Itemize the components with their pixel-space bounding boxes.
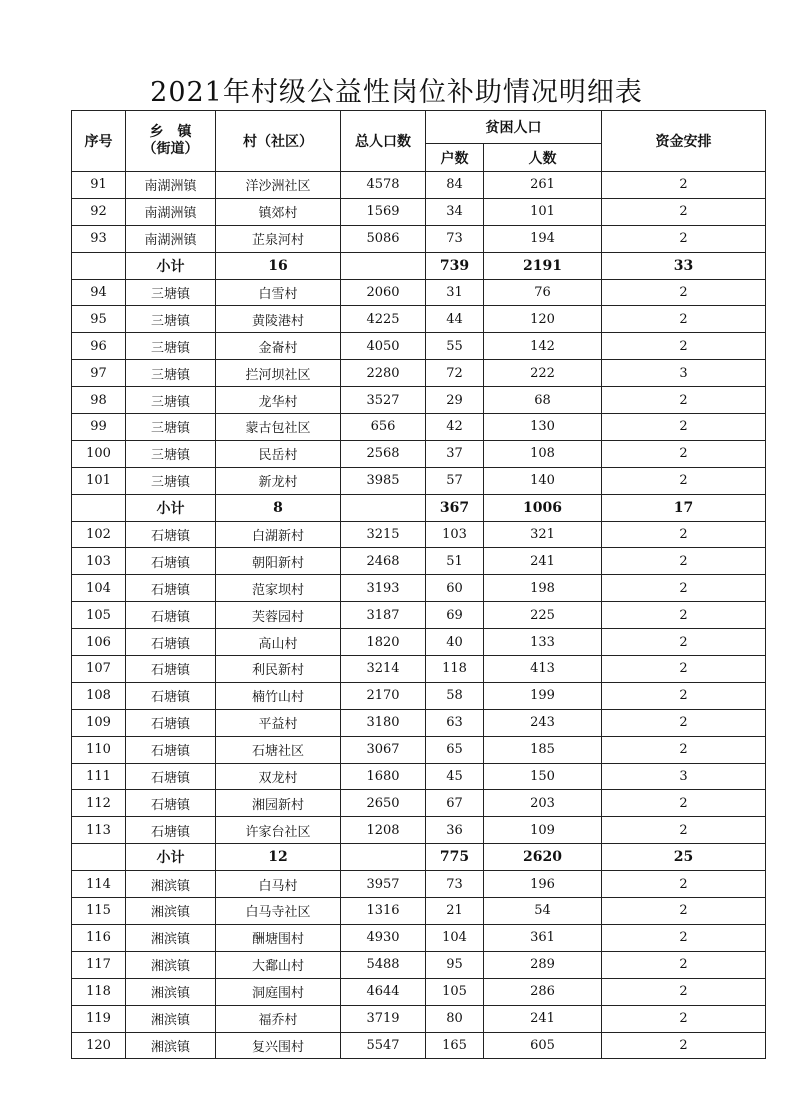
cell-population: 3957 bbox=[341, 871, 426, 898]
subtotal-households: 775 bbox=[426, 844, 484, 871]
cell-town: 湘滨镇 bbox=[126, 871, 216, 898]
cell-population: 3985 bbox=[341, 467, 426, 494]
subtotal-households: 367 bbox=[426, 494, 484, 521]
header-town bbox=[126, 111, 216, 172]
cell-households: 95 bbox=[426, 951, 484, 978]
cell-persons: 185 bbox=[484, 736, 602, 763]
cell-seq: 93 bbox=[72, 225, 126, 252]
cell-seq: 94 bbox=[72, 279, 126, 306]
cell-population: 3214 bbox=[341, 656, 426, 683]
cell-households: 31 bbox=[426, 279, 484, 306]
cell-seq: 119 bbox=[72, 1005, 126, 1032]
cell-persons: 101 bbox=[484, 198, 602, 225]
cell-population: 2060 bbox=[341, 279, 426, 306]
cell-population: 2280 bbox=[341, 360, 426, 387]
cell-funding: 2 bbox=[602, 924, 766, 951]
cell-village: 白雪村 bbox=[216, 279, 341, 306]
cell-funding: 2 bbox=[602, 898, 766, 925]
cell-town: 南湖洲镇 bbox=[126, 198, 216, 225]
subtotal-households: 739 bbox=[426, 252, 484, 279]
cell-village: 金崙村 bbox=[216, 333, 341, 360]
cell-town: 三塘镇 bbox=[126, 333, 216, 360]
header-funding: 资金安排 bbox=[602, 111, 766, 172]
cell-population: 3719 bbox=[341, 1005, 426, 1032]
cell-village: 许家台社区 bbox=[216, 817, 341, 844]
cell-village: 洞庭围村 bbox=[216, 978, 341, 1005]
cell-persons: 133 bbox=[484, 629, 602, 656]
cell-funding: 2 bbox=[602, 414, 766, 441]
cell-population: 1680 bbox=[341, 763, 426, 790]
subtotal-funding: 25 bbox=[602, 844, 766, 871]
subtotal-empty-cell bbox=[72, 494, 126, 521]
cell-persons: 150 bbox=[484, 763, 602, 790]
cell-persons: 68 bbox=[484, 387, 602, 414]
subsidy-table bbox=[71, 110, 766, 1059]
cell-seq: 98 bbox=[72, 387, 126, 414]
cell-village: 拦河坝社区 bbox=[216, 360, 341, 387]
cell-funding: 2 bbox=[602, 871, 766, 898]
cell-seq: 92 bbox=[72, 198, 126, 225]
cell-population: 1208 bbox=[341, 817, 426, 844]
cell-households: 105 bbox=[426, 978, 484, 1005]
cell-town: 石塘镇 bbox=[126, 736, 216, 763]
cell-population: 3067 bbox=[341, 736, 426, 763]
cell-seq: 101 bbox=[72, 467, 126, 494]
cell-households: 51 bbox=[426, 548, 484, 575]
cell-funding: 2 bbox=[602, 575, 766, 602]
table-header bbox=[72, 111, 766, 172]
table-row bbox=[72, 387, 766, 414]
cell-village: 复兴围村 bbox=[216, 1032, 341, 1059]
cell-funding: 2 bbox=[602, 521, 766, 548]
cell-households: 37 bbox=[426, 440, 484, 467]
cell-persons: 203 bbox=[484, 790, 602, 817]
cell-persons: 142 bbox=[484, 333, 602, 360]
cell-households: 165 bbox=[426, 1032, 484, 1059]
subtotal-label: 小计 bbox=[126, 494, 216, 521]
cell-town: 湘滨镇 bbox=[126, 924, 216, 951]
header-persons: 人数 bbox=[484, 144, 602, 172]
subtotal-empty-cell bbox=[72, 252, 126, 279]
cell-households: 104 bbox=[426, 924, 484, 951]
cell-households: 42 bbox=[426, 414, 484, 441]
cell-persons: 196 bbox=[484, 871, 602, 898]
cell-seq: 114 bbox=[72, 871, 126, 898]
cell-persons: 198 bbox=[484, 575, 602, 602]
cell-town: 石塘镇 bbox=[126, 629, 216, 656]
cell-seq: 107 bbox=[72, 656, 126, 683]
subtotal-count: 12 bbox=[216, 844, 341, 871]
subtotal-funding: 33 bbox=[602, 252, 766, 279]
subtotal-population-empty bbox=[341, 844, 426, 871]
table-row bbox=[72, 1032, 766, 1059]
subtotal-label: 小计 bbox=[126, 252, 216, 279]
cell-funding: 2 bbox=[602, 736, 766, 763]
cell-persons: 194 bbox=[484, 225, 602, 252]
cell-households: 40 bbox=[426, 629, 484, 656]
cell-population: 2468 bbox=[341, 548, 426, 575]
cell-population: 5086 bbox=[341, 225, 426, 252]
cell-town: 石塘镇 bbox=[126, 602, 216, 629]
cell-seq: 112 bbox=[72, 790, 126, 817]
cell-persons: 361 bbox=[484, 924, 602, 951]
cell-population: 5488 bbox=[341, 951, 426, 978]
cell-households: 34 bbox=[426, 198, 484, 225]
cell-households: 29 bbox=[426, 387, 484, 414]
subtotal-persons: 2191 bbox=[484, 252, 602, 279]
cell-funding: 2 bbox=[602, 817, 766, 844]
table-row bbox=[72, 414, 766, 441]
table-row bbox=[72, 871, 766, 898]
table-row bbox=[72, 682, 766, 709]
cell-town: 石塘镇 bbox=[126, 709, 216, 736]
cell-persons: 54 bbox=[484, 898, 602, 925]
cell-funding: 3 bbox=[602, 360, 766, 387]
header-village: 村（社区） bbox=[216, 111, 341, 172]
cell-funding: 2 bbox=[602, 1032, 766, 1059]
cell-seq: 105 bbox=[72, 602, 126, 629]
cell-town: 湘滨镇 bbox=[126, 1032, 216, 1059]
cell-population: 3187 bbox=[341, 602, 426, 629]
cell-population: 4050 bbox=[341, 333, 426, 360]
cell-funding: 2 bbox=[602, 306, 766, 333]
cell-village: 蒙古包社区 bbox=[216, 414, 341, 441]
cell-persons: 130 bbox=[484, 414, 602, 441]
cell-persons: 76 bbox=[484, 279, 602, 306]
cell-households: 118 bbox=[426, 656, 484, 683]
cell-town: 石塘镇 bbox=[126, 682, 216, 709]
cell-village: 芙蓉园村 bbox=[216, 602, 341, 629]
cell-population: 3193 bbox=[341, 575, 426, 602]
cell-seq: 95 bbox=[72, 306, 126, 333]
table-row bbox=[72, 629, 766, 656]
subtotal-persons: 1006 bbox=[484, 494, 602, 521]
cell-town: 湘滨镇 bbox=[126, 898, 216, 925]
subtotal-label: 小计 bbox=[126, 844, 216, 871]
cell-funding: 2 bbox=[602, 602, 766, 629]
table-row bbox=[72, 521, 766, 548]
cell-households: 44 bbox=[426, 306, 484, 333]
cell-town: 石塘镇 bbox=[126, 575, 216, 602]
cell-households: 103 bbox=[426, 521, 484, 548]
cell-population: 4644 bbox=[341, 978, 426, 1005]
cell-population: 2568 bbox=[341, 440, 426, 467]
cell-funding: 2 bbox=[602, 548, 766, 575]
cell-persons: 241 bbox=[484, 1005, 602, 1032]
cell-seq: 117 bbox=[72, 951, 126, 978]
cell-town: 石塘镇 bbox=[126, 548, 216, 575]
cell-persons: 286 bbox=[484, 978, 602, 1005]
table-row bbox=[72, 790, 766, 817]
table-row bbox=[72, 898, 766, 925]
cell-seq: 103 bbox=[72, 548, 126, 575]
cell-persons: 109 bbox=[484, 817, 602, 844]
cell-village: 福乔村 bbox=[216, 1005, 341, 1032]
cell-town: 湘滨镇 bbox=[126, 978, 216, 1005]
table-row bbox=[72, 951, 766, 978]
cell-village: 酬塘围村 bbox=[216, 924, 341, 951]
cell-village: 白湖新村 bbox=[216, 521, 341, 548]
cell-town: 三塘镇 bbox=[126, 414, 216, 441]
table-row bbox=[72, 360, 766, 387]
cell-funding: 2 bbox=[602, 629, 766, 656]
cell-persons: 225 bbox=[484, 602, 602, 629]
cell-persons: 321 bbox=[484, 521, 602, 548]
cell-households: 69 bbox=[426, 602, 484, 629]
cell-funding: 2 bbox=[602, 1005, 766, 1032]
subtotal-row bbox=[72, 494, 766, 521]
cell-persons: 413 bbox=[484, 656, 602, 683]
cell-households: 80 bbox=[426, 1005, 484, 1032]
cell-funding: 2 bbox=[602, 333, 766, 360]
cell-population: 4225 bbox=[341, 306, 426, 333]
table-row bbox=[72, 1005, 766, 1032]
cell-households: 73 bbox=[426, 225, 484, 252]
table-row bbox=[72, 548, 766, 575]
cell-population: 1820 bbox=[341, 629, 426, 656]
cell-village: 双龙村 bbox=[216, 763, 341, 790]
cell-village: 民岳村 bbox=[216, 440, 341, 467]
cell-population: 656 bbox=[341, 414, 426, 441]
table-row bbox=[72, 602, 766, 629]
cell-town: 南湖洲镇 bbox=[126, 225, 216, 252]
cell-population: 2650 bbox=[341, 790, 426, 817]
cell-village: 高山村 bbox=[216, 629, 341, 656]
cell-persons: 140 bbox=[484, 467, 602, 494]
cell-population: 5547 bbox=[341, 1032, 426, 1059]
cell-households: 36 bbox=[426, 817, 484, 844]
cell-population: 4578 bbox=[341, 172, 426, 199]
cell-households: 58 bbox=[426, 682, 484, 709]
cell-funding: 2 bbox=[602, 978, 766, 1005]
table-row bbox=[72, 467, 766, 494]
cell-funding: 3 bbox=[602, 763, 766, 790]
cell-town: 湘滨镇 bbox=[126, 951, 216, 978]
page-title: 2021年村级公益性岗位补助情况明细表 bbox=[150, 77, 643, 108]
cell-seq: 96 bbox=[72, 333, 126, 360]
cell-population: 3215 bbox=[341, 521, 426, 548]
cell-village: 利民新村 bbox=[216, 656, 341, 683]
cell-persons: 261 bbox=[484, 172, 602, 199]
cell-seq: 110 bbox=[72, 736, 126, 763]
cell-persons: 605 bbox=[484, 1032, 602, 1059]
cell-households: 84 bbox=[426, 172, 484, 199]
cell-households: 73 bbox=[426, 871, 484, 898]
cell-village: 镇郊村 bbox=[216, 198, 341, 225]
cell-population: 4930 bbox=[341, 924, 426, 951]
cell-village: 芷泉河村 bbox=[216, 225, 341, 252]
cell-population: 3527 bbox=[341, 387, 426, 414]
cell-persons: 289 bbox=[484, 951, 602, 978]
cell-village: 平益村 bbox=[216, 709, 341, 736]
subtotal-count: 8 bbox=[216, 494, 341, 521]
subtotal-count: 16 bbox=[216, 252, 341, 279]
table-row bbox=[72, 575, 766, 602]
table-row bbox=[72, 817, 766, 844]
cell-town: 石塘镇 bbox=[126, 656, 216, 683]
cell-funding: 2 bbox=[602, 656, 766, 683]
cell-village: 洋沙洲社区 bbox=[216, 172, 341, 199]
table-row bbox=[72, 172, 766, 199]
cell-persons: 199 bbox=[484, 682, 602, 709]
cell-funding: 2 bbox=[602, 709, 766, 736]
cell-households: 60 bbox=[426, 575, 484, 602]
cell-town: 三塘镇 bbox=[126, 440, 216, 467]
header-seq: 序号 bbox=[72, 111, 126, 172]
subtotal-row bbox=[72, 252, 766, 279]
table-row bbox=[72, 333, 766, 360]
cell-households: 63 bbox=[426, 709, 484, 736]
cell-persons: 222 bbox=[484, 360, 602, 387]
cell-funding: 2 bbox=[602, 440, 766, 467]
cell-town: 南湖洲镇 bbox=[126, 172, 216, 199]
cell-seq: 91 bbox=[72, 172, 126, 199]
cell-population: 3180 bbox=[341, 709, 426, 736]
cell-village: 大鄱山村 bbox=[216, 951, 341, 978]
subtotal-population-empty bbox=[341, 494, 426, 521]
cell-town: 三塘镇 bbox=[126, 467, 216, 494]
cell-town: 三塘镇 bbox=[126, 387, 216, 414]
cell-town: 三塘镇 bbox=[126, 360, 216, 387]
table-row bbox=[72, 279, 766, 306]
cell-village: 湘园新村 bbox=[216, 790, 341, 817]
cell-village: 龙华村 bbox=[216, 387, 341, 414]
cell-seq: 104 bbox=[72, 575, 126, 602]
cell-population: 2170 bbox=[341, 682, 426, 709]
cell-town: 三塘镇 bbox=[126, 279, 216, 306]
table-row bbox=[72, 198, 766, 225]
header-poor-group: 贫困人口 bbox=[426, 111, 602, 144]
table-row bbox=[72, 440, 766, 467]
cell-village: 范家坝村 bbox=[216, 575, 341, 602]
cell-persons: 108 bbox=[484, 440, 602, 467]
subtotal-population-empty bbox=[341, 252, 426, 279]
cell-households: 45 bbox=[426, 763, 484, 790]
cell-seq: 111 bbox=[72, 763, 126, 790]
cell-population: 1316 bbox=[341, 898, 426, 925]
cell-seq: 118 bbox=[72, 978, 126, 1005]
cell-town: 石塘镇 bbox=[126, 521, 216, 548]
cell-seq: 97 bbox=[72, 360, 126, 387]
cell-village: 白马寺社区 bbox=[216, 898, 341, 925]
table-row bbox=[72, 736, 766, 763]
table-row bbox=[72, 978, 766, 1005]
table-row bbox=[72, 656, 766, 683]
table-row bbox=[72, 763, 766, 790]
cell-village: 白马村 bbox=[216, 871, 341, 898]
cell-seq: 113 bbox=[72, 817, 126, 844]
table-row bbox=[72, 709, 766, 736]
cell-funding: 2 bbox=[602, 279, 766, 306]
header-town-line2: （街道） bbox=[142, 141, 199, 157]
cell-population: 1569 bbox=[341, 198, 426, 225]
cell-funding: 2 bbox=[602, 198, 766, 225]
cell-households: 72 bbox=[426, 360, 484, 387]
subtotal-empty-cell bbox=[72, 844, 126, 871]
cell-seq: 109 bbox=[72, 709, 126, 736]
table-row bbox=[72, 225, 766, 252]
table-row bbox=[72, 924, 766, 951]
cell-seq: 116 bbox=[72, 924, 126, 951]
subtotal-persons: 2620 bbox=[484, 844, 602, 871]
cell-town: 石塘镇 bbox=[126, 817, 216, 844]
cell-village: 石塘社区 bbox=[216, 736, 341, 763]
cell-persons: 241 bbox=[484, 548, 602, 575]
cell-households: 57 bbox=[426, 467, 484, 494]
cell-persons: 243 bbox=[484, 709, 602, 736]
cell-households: 67 bbox=[426, 790, 484, 817]
cell-seq: 102 bbox=[72, 521, 126, 548]
cell-funding: 2 bbox=[602, 225, 766, 252]
cell-seq: 100 bbox=[72, 440, 126, 467]
header-population: 总人口数 bbox=[341, 111, 426, 172]
cell-persons: 120 bbox=[484, 306, 602, 333]
cell-funding: 2 bbox=[602, 682, 766, 709]
subtotal-row bbox=[72, 844, 766, 871]
cell-village: 新龙村 bbox=[216, 467, 341, 494]
cell-funding: 2 bbox=[602, 467, 766, 494]
cell-funding: 2 bbox=[602, 387, 766, 414]
cell-seq: 108 bbox=[72, 682, 126, 709]
cell-village: 朝阳新村 bbox=[216, 548, 341, 575]
header-households: 户数 bbox=[426, 144, 484, 172]
cell-seq: 120 bbox=[72, 1032, 126, 1059]
cell-funding: 2 bbox=[602, 172, 766, 199]
cell-village: 黄陵港村 bbox=[216, 306, 341, 333]
cell-town: 湘滨镇 bbox=[126, 1005, 216, 1032]
cell-funding: 2 bbox=[602, 951, 766, 978]
subtotal-funding: 17 bbox=[602, 494, 766, 521]
cell-village: 楠竹山村 bbox=[216, 682, 341, 709]
cell-seq: 99 bbox=[72, 414, 126, 441]
cell-households: 55 bbox=[426, 333, 484, 360]
cell-households: 21 bbox=[426, 898, 484, 925]
table-row bbox=[72, 306, 766, 333]
header-town-line1: 乡 镇 bbox=[149, 124, 192, 140]
cell-town: 石塘镇 bbox=[126, 790, 216, 817]
cell-town: 三塘镇 bbox=[126, 306, 216, 333]
cell-seq: 106 bbox=[72, 629, 126, 656]
cell-households: 65 bbox=[426, 736, 484, 763]
table-body bbox=[72, 172, 766, 1059]
cell-seq: 115 bbox=[72, 898, 126, 925]
cell-town: 石塘镇 bbox=[126, 763, 216, 790]
cell-funding: 2 bbox=[602, 790, 766, 817]
